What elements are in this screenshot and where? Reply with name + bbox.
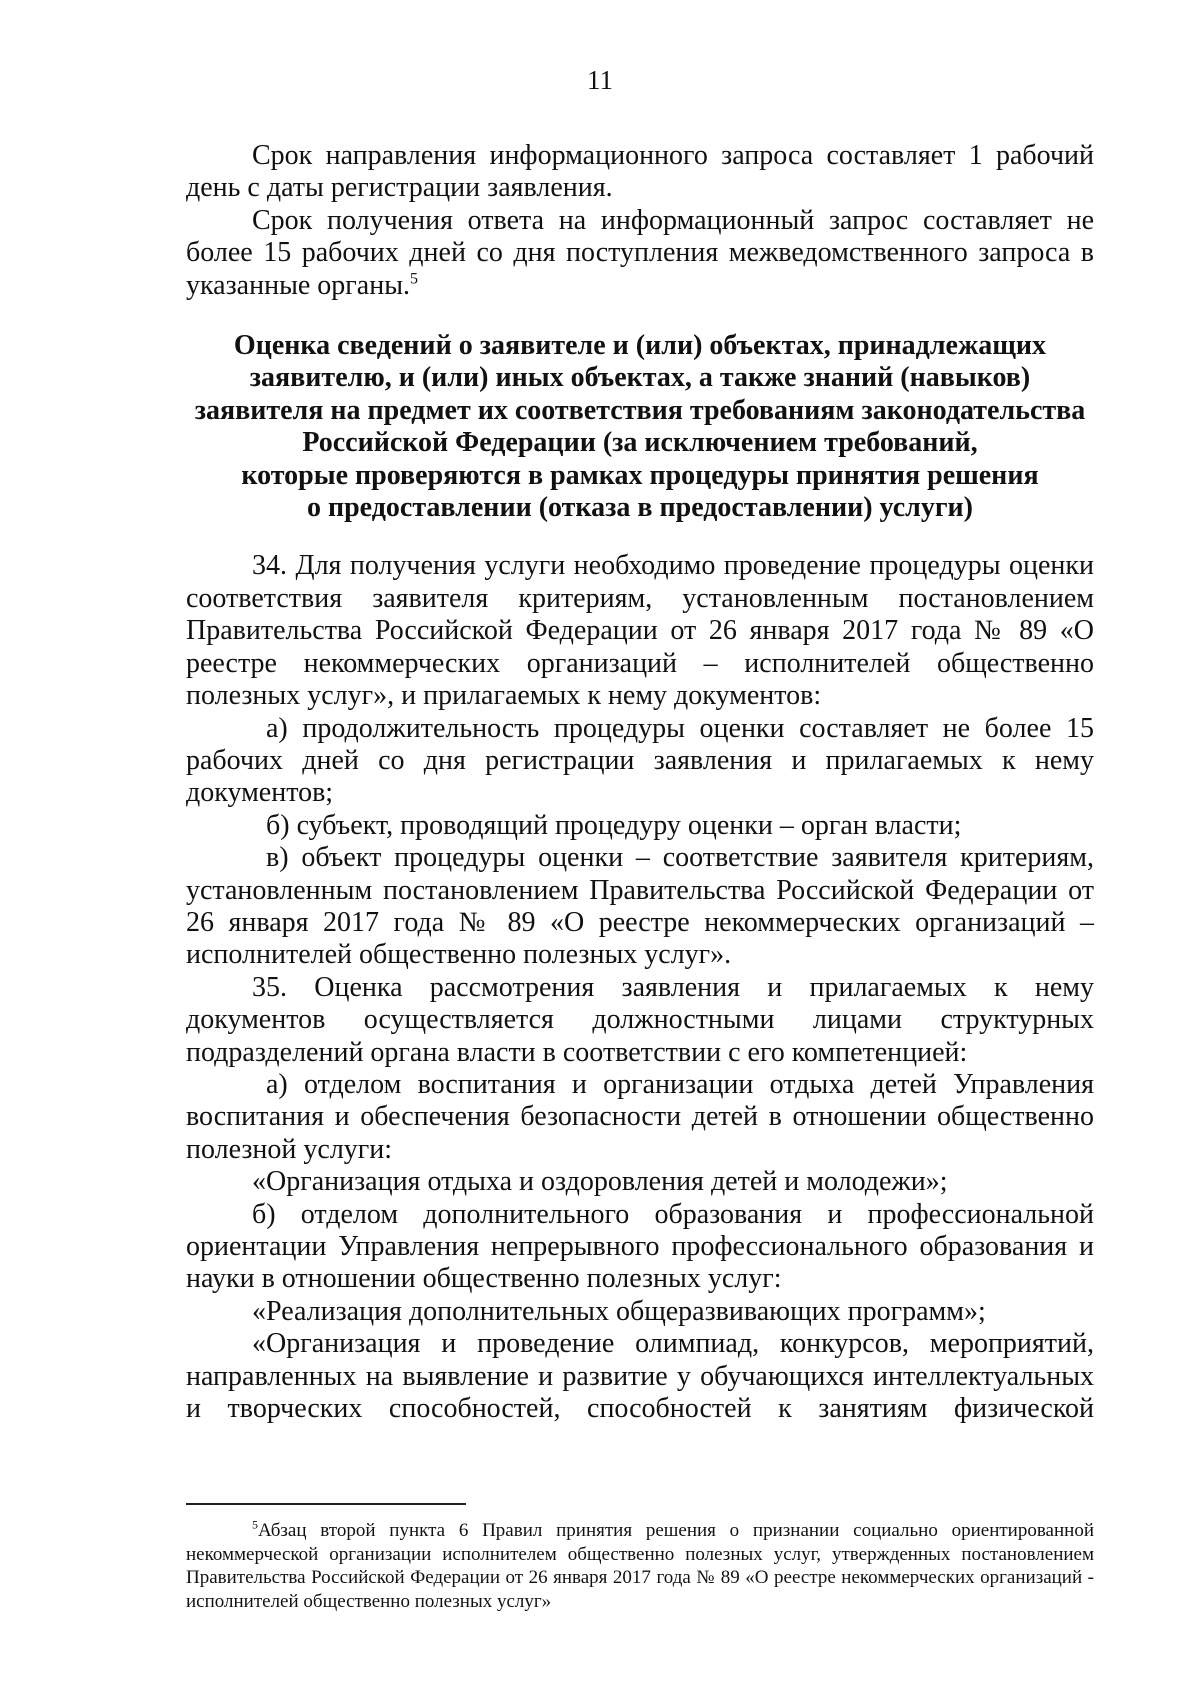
heading-line: заявителю, и (или) иных объектах, а также знаний (навыков)	[249, 362, 1031, 394]
paragraph-request-deadline: Срок направления информационного запроса составляет 1 рабочий день с даты регистрации заявления.	[186, 140, 1094, 204]
heading-line: Российской Федерации (за исключением требований,	[302, 427, 978, 459]
paragraph-34: 34. Для получения услуги необходимо проведение процедуры оценки соответствия заявителя критериям, установленным постановлением Правительства Российской Федерации от 26 января 2017 года № 89 «О реестре некоммерческих организаций – исполнителей общественно полезных услуг», и прилагаемых к нему документов:	[186, 550, 1094, 712]
footnote-paragraph	[186, 1519, 1094, 1613]
footnote	[186, 1519, 1094, 1613]
service-recreation: «Организация отдыха и оздоровления детей и молодежи»;	[252, 1166, 948, 1198]
section-heading	[186, 330, 1094, 524]
paragraph-response-deadline	[186, 205, 1094, 302]
paragraph-34-b: б) субъект, проводящий процедуру оценки – орган власти;	[266, 809, 962, 841]
heading-line: которые проверяются в рамках процедуры принятия решения	[241, 459, 1039, 491]
service-additional-programs: «Реализация дополнительных общеразвивающих программ»;	[252, 1295, 986, 1327]
page-number: 11	[587, 65, 613, 95]
paragraph-34-v: в) объект процедуры оценки – соответствие заявителя критериям, установленным постановлением Правительства Российской Федерации от 26 января 2017 года № 89 «О реестре некоммерческих организаций – исполнителей общественно полезных услуг».	[186, 842, 1094, 971]
paragraph-35-b: б) отделом дополнительного образования и профессиональной ориентации Управления непрерывного профессионального образования и науки в отношении общественно полезных услуг:	[186, 1198, 1094, 1295]
footnote-reference[interactable]: 5	[410, 270, 419, 288]
heading-line: о предоставлении (отказа в предоставлении) услуги)	[306, 492, 974, 524]
heading-line: Оценка сведений о заявителе и (или) объектах, принадлежащих	[233, 330, 1047, 362]
footnote-divider	[186, 1503, 466, 1505]
heading-line: заявителя на предмет их соответствия требованиям законодательства	[194, 394, 1086, 426]
service-olympiads: «Организация и проведение олимпиад, конкурсов, мероприятий, направленных на выявление и развитие у обучающихся интеллектуальных и творческих способностей, способностей к занятиям физической	[186, 1328, 1094, 1425]
paragraph-35: 35. Оценка рассмотрения заявления и прилагаемых к нему документов осуществляется должностными лицами структурных подразделений органа власти в соответствии с его компетенцией:	[186, 971, 1094, 1068]
footnote-mark: 5	[252, 1517, 258, 1532]
footnote-text: Абзац второй пункта 6 Правил принятия решения о признании социально ориентированной некоммерческой организации исполнителем общественно полезных услуг, утвержденных постановлением Правительства Российской Федерации от 26 января 2017 года № 89 «О реестре некоммерческих организаций - исполнителей общественно полезных услуг»	[186, 1520, 1094, 1612]
paragraph-35-a: а) отделом воспитания и организации отдыха детей Управления воспитания и обеспечения безопасности детей в отношении общественно полезной услуги:	[186, 1068, 1094, 1165]
paragraph-34-a: а) продолжительность процедуры оценки составляет не более 15 рабочих дней со дня регистрации заявления и прилагаемых к нему документов;	[186, 712, 1094, 809]
paragraph-response-deadline-text: Срок получения ответа на информационный запрос составляет не более 15 рабочих дней со дня поступления межведомственного запроса в указанные органы.	[186, 204, 1094, 301]
page-body	[186, 140, 1094, 1425]
